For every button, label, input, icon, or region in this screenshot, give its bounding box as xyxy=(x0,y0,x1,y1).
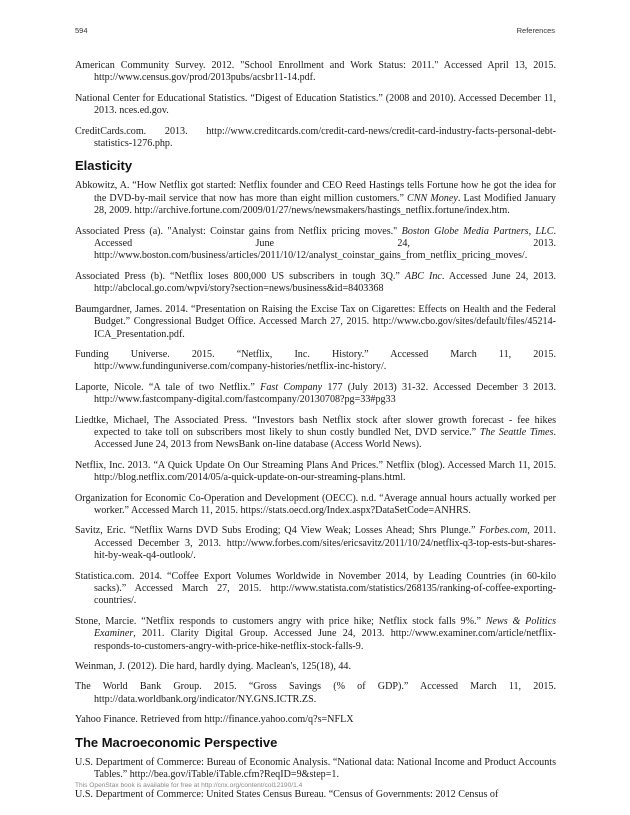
reference-text: Organization for Economic Co-Operation and Development (OECC). n.d. “Average annual hours actually worked per worker.” Accessed March 11, 2015. https://stats.oecd.org/Index.aspx?DataSetCode=ANHRS. xyxy=(75,492,556,516)
reference-text: . Accessed June 24, 2013. http://www.boston.com/business/articles/2011/10/12/analyst_coinstar_gains_from_netflix_pricing_moves/. xyxy=(94,225,556,262)
reference-text: . Last Modified January 28, 2009. http://archive.fortune.com/2009/01/27/news/newsmakers/hastings_netflix.fortune/index.htm. xyxy=(94,192,556,217)
reference-text: National Center for Educational Statistics. “Digest of Education Statistics.” (2008 and 2010). Accessed December 11, 2013. nces.ed.gov. xyxy=(75,92,556,117)
reference-text: , 2011. Clarity Digital Group. Accessed June 24, 2013. http://www.examiner.com/article/netflix-responds-to-customers-angry-with-price-hike-netflix-stock-falls-9. xyxy=(94,628,556,652)
reference-text: Yahoo Finance. Retrieved from http://finance.yahoo.com/q?s=NFLX xyxy=(75,714,354,726)
reference-text: , 2011. Accessed December 3, 2013. http://www.forbes.com/sites/ericsavitz/2011/10/24/netflix-q3-top-ests-but-shares-hit-by-weak-q4-outlook/. xyxy=(94,525,556,562)
reference-entry xyxy=(75,493,556,518)
reference-text: Laporte, Nicole. “A tale of two Netflix.” xyxy=(75,381,261,393)
reference-entry xyxy=(75,226,556,263)
reference-text: Liedtke, Michael, The Associated Press. “Investors bash Netflix stock after slower growth forecast - fee hikes expected to take toll on subscribers most likely to shun costly bundled Net, DVD service.” xyxy=(75,414,556,438)
reference-text: U.S. Department of Commerce: Bureau of Economic Analysis. “National data: National Income and Product Accounts Tables.” http://bea.gov/iTable/iTable.cfm?ReqID=9&step=1. xyxy=(75,756,556,781)
reference-entry xyxy=(75,415,556,452)
reference-text: Stone, Marcie. “Netflix responds to customers angry with price hike; Netflix stock falls 9%.” xyxy=(75,615,486,627)
reference-text: Savitz, Eric. “Netflix Warns DVD Subs Eroding; Q4 View Weak; Losses Ahead; Shrs Plunge.” xyxy=(75,525,480,537)
reference-italic-title: Forbes.com xyxy=(479,525,528,537)
reference-entry xyxy=(75,180,556,217)
reference-entry xyxy=(75,126,556,151)
reference-entry xyxy=(75,271,556,296)
reference-text: CreditCards.com. 2013. http://www.creditcards.com/credit-card-news/credit-card-industry-facts-personal-debt-statistics-1276.php. xyxy=(75,125,556,150)
reference-entry xyxy=(75,661,556,673)
reference-entry xyxy=(75,93,556,118)
reference-italic-title: The Seattle Times xyxy=(479,426,554,438)
reference-italic-title: CNN Money xyxy=(407,192,458,204)
reference-entry xyxy=(75,349,556,374)
reference-text: Associated Press (b). “Netflix loses 800,000 US subscribers in tough 3Q.” xyxy=(75,270,405,282)
reference-text: Abkowitz, A. “How Netflix got started: Netflix founder and CEO Reed Hastings tells Fortune how he got the idea for the DVD-by-mail service that now has more than eight million customers.” xyxy=(75,180,556,204)
reference-entry xyxy=(75,382,556,407)
reference-italic-title: ABC Inc xyxy=(404,270,442,282)
reference-text: Statistica.com. 2014. “Coffee Export Volumes Worldwide in November 2014, by Leading Countries (in 60-kilo sacks).” Accessed March 27, 2015. http://www.statista.com/statistics/268135/ranking-of-coffee-exporting-countries/. xyxy=(75,570,556,607)
reference-text: . Accessed June 24, 2013 from NewsBank on-line database (Access World News). xyxy=(94,426,556,451)
reference-text: Weinman, J. (2012). Die hard, hardly dying. Maclean's, 125(18), 44. xyxy=(75,661,351,673)
reference-entry xyxy=(75,304,556,341)
reference-entry xyxy=(75,757,556,782)
reference-text: Associated Press (a). "Analyst: Coinstar gains from Netflix pricing moves." xyxy=(75,225,402,237)
reference-text: The World Bank Group. 2015. “Gross Savings (% of GDP).” Accessed March 11, 2015. http://data.worldbank.org/indicator/NY.GNS.ICTR.ZS. xyxy=(75,681,556,705)
reference-entry xyxy=(75,714,556,726)
reference-italic-title: Fast Company xyxy=(260,381,323,393)
running-title: References xyxy=(516,26,555,35)
page-footer: This OpenStax book is available for free at http://cnx.org/content/col12190/1.4 xyxy=(75,782,303,789)
reference-text: American Community Survey. 2012. "School Enrollment and Work Status: 2011." Accessed April 13, 2015. http://www.census.gov/prod/2013pubs/acsbr11-14.pdf. xyxy=(75,60,556,84)
reference-entry xyxy=(75,681,556,706)
page-header xyxy=(75,26,555,38)
section-heading: Elasticity xyxy=(75,158,133,174)
reference-entry xyxy=(75,460,556,485)
reference-entry xyxy=(75,571,556,608)
reference-italic-title: Boston Globe Media Partners, LLC xyxy=(401,225,554,237)
reference-text: Funding Universe. 2015. “Netflix, Inc. History.” Accessed March 11, 2015. http://www.fundinguniverse.com/company-histories/netflix-inc-history/. xyxy=(75,348,556,373)
reference-text: 177 (July 2013) 31-32. Accessed December 3 2013. http://www.fastcompany-digital.com/fastcompany/20130708?pg=33#pg33 xyxy=(94,381,556,406)
page-number: 594 xyxy=(75,26,88,35)
reference-text: Baumgardner, James. 2014. “Presentation on Raising the Excise Tax on Cigarettes: Effects on Health and the Federal Budget.” Congressional Budget Office. Accessed March 27, 2015. http://www.cbo.gov/sites/default/files/45214-ICA_Presentation.pdf. xyxy=(75,303,556,340)
section-heading: The Macroeconomic Perspective xyxy=(75,734,278,750)
reference-italic-title: News & Politics Examiner xyxy=(94,615,557,640)
references-list xyxy=(75,60,556,810)
reference-text: Netflix, Inc. 2013. “A Quick Update On Our Streaming Plans And Prices.” Netflix (blog). Accessed March 11, 2015. http://blog.netflix.com/2014/05/a-quick-update-on-our-streaming-plans.html. xyxy=(75,459,556,484)
reference-text: . Accessed June 24, 2013. http://abclocal.go.com/wpvi/story?section=news/business&id=8403368 xyxy=(94,270,556,295)
reference-entry xyxy=(75,60,556,85)
reference-entry xyxy=(75,616,556,653)
reference-text: U.S. Department of Commerce: United States Census Bureau. “Census of Governments: 2012 Census of xyxy=(75,789,499,801)
reference-entry xyxy=(75,789,556,801)
reference-entry xyxy=(75,525,556,562)
